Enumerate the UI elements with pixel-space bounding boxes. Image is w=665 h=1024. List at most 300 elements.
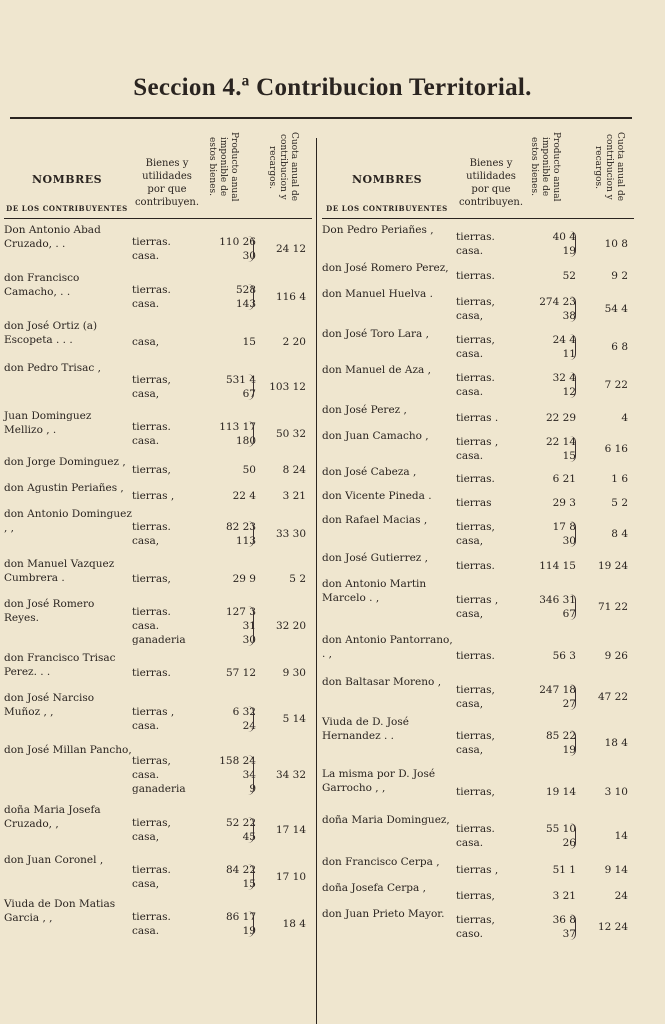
good-type: casa. [132,435,160,447]
name-text: don Manuel Huelva . [322,288,433,300]
product-value: 24 4 [552,334,576,346]
annual-product [522,649,576,663]
contributor-entry [322,489,634,513]
product-value: 84 22 [225,864,256,876]
product-value: 127 3 [225,606,256,618]
taxed-goods [456,785,526,799]
contributor-entry [4,557,312,597]
good-type: casa. [456,837,484,849]
contributor-name [322,489,454,503]
good-type: tierras. [456,473,495,485]
good-type: casa. [456,348,484,360]
annual-product [522,729,576,757]
contributor-entry [4,597,312,651]
name-text: don Jorge Dominguez , [4,456,126,468]
contributor-entry [4,319,312,361]
contributor-name [322,633,454,661]
contributor-name [322,403,454,417]
contributor-entry [322,715,634,767]
header-rule [322,218,634,219]
contributor-entry [322,675,634,715]
annual-quota: 6 16 [604,443,628,455]
contributor-name [322,767,454,795]
annual-product [522,295,576,323]
good-type: tierras, [456,786,495,798]
product-value: 29 3 [552,497,576,509]
taxed-goods [132,420,202,448]
product-value: 528 [235,284,256,296]
contributor-name [4,897,132,925]
name-text: don Pedro Trisac , [4,362,101,374]
left-column [4,125,312,947]
bienes-header: Bienes y utilidades por que contribuyen. [134,158,200,208]
annual-product [522,683,576,711]
annual-quota: 103 12 [269,381,306,393]
good-type: tierras. [456,231,495,243]
good-type: casa. [132,620,160,632]
product-value: 52 [562,270,576,282]
product-value: 110 26 [219,236,256,248]
bienes-header: Bienes y utilidades por que contribuyen. [458,158,524,208]
contributor-entry [4,361,312,409]
contributor-entry [322,881,634,907]
taxed-goods [132,666,202,680]
name-text: don Antonio Dominguez , , [4,508,132,534]
annual-quota: 3 10 [604,786,628,798]
contributor-name [4,597,132,625]
contributor-name [4,319,132,347]
annual-quota: 6 8 [611,341,628,353]
annual-product [522,230,576,258]
contributor-name [4,853,132,867]
left-entries [4,223,312,947]
annual-product [522,333,576,361]
annual-product [522,496,576,510]
good-type: tierras , [132,706,175,718]
name-text: don José Cabeza , [322,466,417,478]
good-type: tierras, [456,334,495,346]
good-type: casa, [132,878,160,890]
product-value: 34 [242,769,256,781]
product-value: 85 22 [545,730,576,742]
contributor-entry [322,287,634,327]
contributor-name [322,327,454,341]
taxed-goods [132,489,202,503]
contributor-name [322,855,454,869]
name-text: doña Maria Josefa Cruzado, , [4,804,101,830]
names-header [324,173,450,213]
name-text: don José Toro Lara , [322,328,429,340]
annual-quota: 47 22 [597,691,628,703]
good-type: casa. [132,769,160,781]
taxed-goods [132,754,202,796]
product-value: 19 [562,744,576,756]
product-value: 113 [235,535,256,547]
contributor-name [322,465,454,479]
product-value: 22 4 [232,490,256,502]
good-type: casa. [456,245,484,257]
name-text: don Francisco Camacho, . . [4,272,80,298]
product-value: 19 14 [545,786,576,798]
annual-quota: 5 2 [611,497,628,509]
name-text: don Manuel de Aza , [322,364,431,376]
taxed-goods [456,559,526,573]
annual-quota: 9 2 [611,270,628,282]
taxed-goods [132,235,202,263]
good-type: casa. [456,450,484,462]
contributor-entry [4,223,312,271]
name-text: don Francisco Cerpa , [322,856,440,868]
good-type: caso. [456,928,484,940]
contributor-entry [4,507,312,557]
annual-quota: 1 6 [611,473,628,485]
product-value: 52 22 [225,817,256,829]
names-header-title: NOMBRES [31,173,103,186]
contributor-name [4,691,132,719]
product-value: 45 [242,831,256,843]
name-text: don Juan Prieto Mayor. [322,908,445,920]
annual-quota: 19 24 [597,560,628,572]
taxed-goods [456,269,526,283]
taxed-goods [456,230,526,258]
good-type: casa. [132,925,160,937]
product-value: 51 1 [552,864,576,876]
taxed-goods [132,463,202,477]
product-value: 22 29 [545,412,576,424]
product-value: 57 12 [225,667,256,679]
product-value: 247 18 [539,684,576,696]
producto-header: Producto anual imponible de estos bienes. [207,132,239,202]
right-column [322,125,634,943]
product-value: 37 [562,928,576,940]
annual-quota: 17 14 [275,824,306,836]
annual-quota: 8 24 [282,464,306,476]
product-value: 143 [235,298,256,310]
product-value: 56 3 [552,650,576,662]
contributor-entry [322,513,634,551]
product-value: 22 14 [545,436,576,448]
contributor-name [4,743,132,757]
name-text: don Agustin Periañes , [4,482,124,494]
name-text: don Rafael Macias , [322,514,428,526]
contributor-name [322,363,454,377]
contributor-name [322,287,454,301]
annual-product [522,593,576,621]
contributor-name [4,361,132,375]
annual-quota: 2 20 [282,336,306,348]
product-value: 113 17 [219,421,256,433]
contributor-entry [322,223,634,261]
annual-product [522,411,576,425]
contributor-name [4,271,132,299]
product-value: 29 9 [232,573,256,585]
name-text: don Vicente Pineda . [322,490,432,502]
contributor-entry [4,853,312,897]
good-type: tierras. [132,911,171,923]
annual-quota: 9 30 [282,667,306,679]
taxed-goods [132,373,202,401]
product-value: 26 [562,837,576,849]
annual-product [522,889,576,903]
good-type: tierras . [456,412,499,424]
contributor-name [322,881,454,895]
annual-quota: 54 4 [604,303,628,315]
product-value: 17 8 [552,521,576,533]
contributor-name [322,223,454,237]
taxed-goods [456,472,526,486]
annual-quota: 7 22 [604,379,628,391]
annual-quota: 34 32 [275,769,306,781]
good-type: tierras. [456,270,495,282]
page-title: Seccion 4.ª Contribucion Territorial. [133,74,532,101]
annual-quota: 4 [621,412,628,424]
product-value: 12 [562,386,576,398]
contributor-entry [322,767,634,813]
names-header-title: NOMBRES [351,173,423,186]
taxed-goods [456,371,526,399]
contributor-name [322,675,454,689]
good-type: tierras. [132,521,171,533]
name-text: don Antonio Pantorrano, . , [322,634,453,660]
name-text: don José Ortiz (a) Escopeta . . . [4,320,98,346]
taxed-goods [456,411,526,425]
good-type: tierras , [456,436,499,448]
product-value: 55 10 [545,823,576,835]
annual-product [522,785,576,799]
good-type: casa, [132,535,160,547]
taxed-goods [132,572,202,586]
good-type: casa, [456,310,484,322]
annual-quota: 116 4 [275,291,306,303]
contributor-name [4,557,132,585]
contributor-name [4,507,132,535]
name-text: don José Millan Pancho, [4,744,132,756]
name-text: doña Maria Dominguez, [322,814,450,826]
annual-quota: 12 24 [597,921,628,933]
taxed-goods [132,910,202,938]
contributor-entry [4,481,312,507]
good-type: casa, [456,608,484,620]
good-type: casa. [456,386,484,398]
name-text: Viuda de D. José Hernandez . . [322,716,409,742]
contributor-entry [322,429,634,465]
name-text: don José Gutierrez , [322,552,429,564]
good-type: casa, [132,336,160,348]
annual-quota: 5 2 [289,573,306,585]
contributor-entry [322,403,634,429]
name-text: Juan Dominguez Mellizo , . [4,410,92,436]
good-type: tierras. [132,667,171,679]
names-header [4,173,130,213]
product-value: 274 23 [539,296,576,308]
good-type: tierras. [132,236,171,248]
product-value: 40 4 [552,231,576,243]
good-type: casa, [456,698,484,710]
annual-quota: 14 [614,830,628,842]
contributor-entry [322,551,634,577]
annual-product [522,371,576,399]
good-type: casa, [456,535,484,547]
contributor-entry [4,409,312,455]
name-text: don Manuel Vazquez Cumbrera . [4,558,115,584]
taxed-goods [132,605,202,647]
header-rule [4,218,312,219]
contributor-name [322,813,454,827]
annual-product [522,269,576,283]
taxed-goods [132,283,202,311]
annual-quota: 71 22 [597,601,628,613]
contributor-name [4,481,132,495]
contributor-entry [322,633,634,675]
taxed-goods [456,729,526,757]
product-value: 15 [242,336,256,348]
product-value: 30 [562,535,576,547]
taxed-goods [456,863,526,877]
product-value: 11 [562,348,576,360]
column-divider [316,138,317,1024]
product-value: 86 17 [225,911,256,923]
name-text: don José Perez , [322,404,407,416]
product-value: 3 21 [552,890,576,902]
product-value: 31 [242,620,256,632]
product-value: 50 [242,464,256,476]
contributor-entry [322,577,634,633]
good-type: tierras. [456,560,495,572]
taxed-goods [456,435,526,463]
title-rule [10,117,632,119]
contributor-name [322,513,454,527]
good-type: tierras. [456,372,495,384]
good-type: tierras. [456,823,495,835]
good-type: ganaderia [132,783,186,795]
good-type: tierras, [456,730,495,742]
contributor-entry [4,651,312,691]
good-type: tierras , [456,594,499,606]
contributor-entry [322,261,634,287]
contributor-name [322,261,454,275]
name-text: don Juan Coronel , [4,854,104,866]
contributor-entry [4,743,312,803]
product-value: 32 4 [552,372,576,384]
taxed-goods [456,822,526,850]
good-type: tierras , [456,864,499,876]
annual-quota: 18 4 [604,737,628,749]
right-table-header [322,125,634,223]
contributor-name [322,907,454,921]
name-text: Viuda de Don Matias Garcia , , [4,898,116,924]
product-value: 24 [242,720,256,732]
contributor-entry [322,363,634,403]
name-text: don Baltasar Moreno , [322,676,442,688]
cuota-header: Cuota anual de contribucion y recargos. [267,132,299,202]
taxed-goods [456,913,526,941]
good-type: tierras, [456,914,495,926]
good-type: tierras, [132,374,171,386]
product-value: 36 8 [552,914,576,926]
product-value: 19 [242,925,256,937]
name-text: don José Romero Perez, [322,262,449,274]
taxed-goods [132,520,202,548]
product-value: 15 [562,450,576,462]
annual-quota: 50 32 [275,428,306,440]
good-type: casa, [456,744,484,756]
right-entries [322,223,634,943]
name-text: don Francisco Trisac Perez. . . [4,652,116,678]
name-text: don Antonio Martin Marcelo . , [322,578,427,604]
annual-product [522,559,576,573]
names-header-subtitle: DE LOS CONTRIBUYENTES [326,204,448,213]
contributor-name [4,409,132,437]
contributor-name [322,577,454,605]
annual-product [522,863,576,877]
producto-header: Producto anual imponible de estos bienes. [529,132,561,202]
product-value: 6 32 [232,706,256,718]
annual-product [522,913,576,941]
taxed-goods [456,683,526,711]
annual-quota: 5 14 [282,713,306,725]
annual-quota: 33 30 [275,528,306,540]
annual-product [522,435,576,463]
product-value: 114 15 [539,560,576,572]
taxed-goods [456,333,526,361]
annual-quota: 18 4 [282,918,306,930]
taxed-goods [456,520,526,548]
taxed-goods [132,863,202,891]
annual-quota: 24 [614,890,628,902]
annual-quota: 17 10 [275,871,306,883]
annual-quota: 9 14 [604,864,628,876]
contributor-name [4,803,132,831]
product-value: 27 [562,698,576,710]
good-type: tierras, [456,521,495,533]
annual-quota: 24 12 [275,243,306,255]
name-text: La misma por D. José Garrocho , , [322,768,436,794]
product-value: 6 21 [552,473,576,485]
contributor-name [322,551,454,565]
taxed-goods [132,335,202,349]
contributor-name [322,715,454,743]
good-type: casa, [132,831,160,843]
taxed-goods [456,593,526,621]
contributor-entry [322,855,634,881]
good-type: tierras. [132,606,171,618]
contributor-entry [322,907,634,943]
product-value: 19 [562,245,576,257]
good-type: tierras, [132,755,171,767]
annual-quota: 32 20 [275,620,306,632]
annual-quota: 3 21 [282,490,306,502]
product-value: 180 [235,435,256,447]
product-value: 67 [562,608,576,620]
name-text: don José Romero Reyes. [4,598,95,624]
taxed-goods [456,295,526,323]
names-header-subtitle: DE LOS CONTRIBUYENTES [6,204,128,213]
product-value: 158 24 [219,755,256,767]
good-type: tierras, [456,890,495,902]
good-type: casa. [132,250,160,262]
contributor-entry [4,803,312,853]
contributor-entry [4,455,312,481]
taxed-goods [456,649,526,663]
annual-quota: 8 4 [611,528,628,540]
good-type: casa. [132,298,160,310]
product-value: 30 [242,634,256,646]
name-text: Don Antonio Abad Cruzado, . . [4,224,101,250]
name-text: don José Narciso Muñoz , , [4,692,95,718]
name-text: don Juan Camacho , [322,430,429,442]
good-type: tierras, [456,296,495,308]
contributor-entry [322,465,634,489]
